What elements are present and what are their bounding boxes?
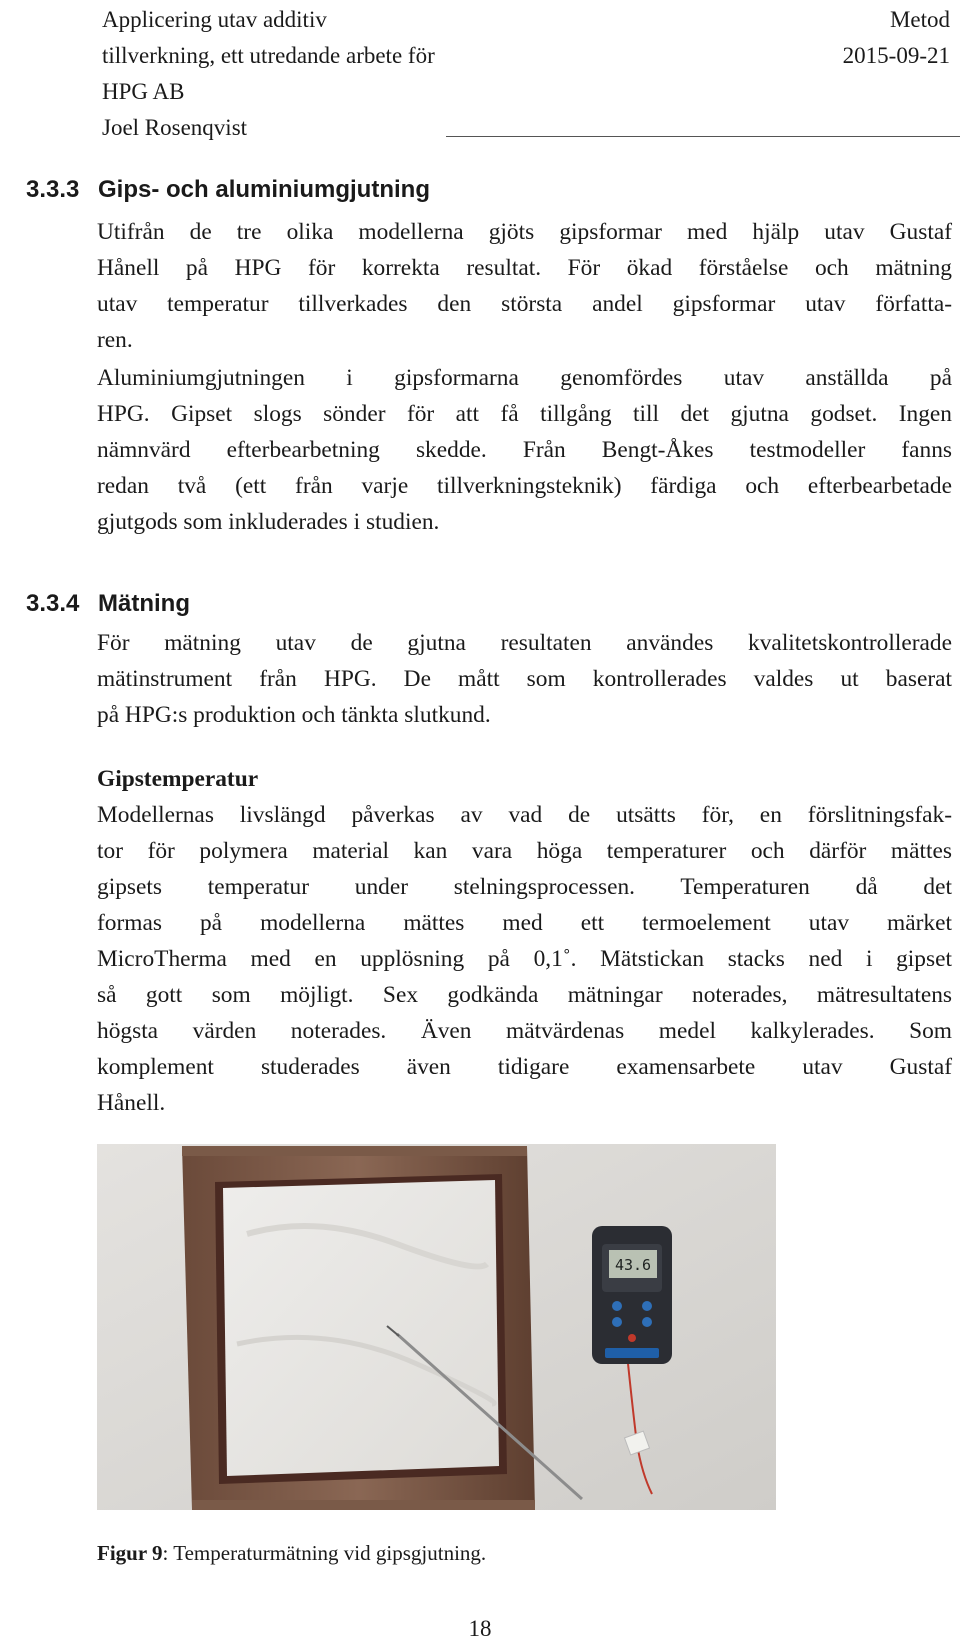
header-title-line: HPG AB (102, 79, 185, 104)
paragraph-334-2 (97, 797, 952, 1121)
header-date: 2015-09-21 (842, 43, 950, 68)
header-section: Metod (889, 7, 950, 32)
page-number: 18 (468, 1616, 492, 1641)
text-line: mätinstrument från HPG. De mått som kontrollerades valdes ut baserat (97, 666, 952, 692)
text-line: nämnvärd efterbearbetning skedde. Från Bengt-Åkes testmodeller fanns (97, 437, 952, 463)
text-line: Hånell. (97, 1090, 166, 1116)
photo-illustration (97, 1144, 776, 1510)
text-line: utav temperatur tillverkades den största andel gipsformar utav författa- (97, 291, 952, 317)
header-author: Joel Rosenqvist (102, 115, 248, 140)
text-line: För mätning utav de gjutna resultaten användes kvalitetskontrollerade (97, 630, 952, 656)
page-header (102, 0, 954, 140)
text-line: Utifrån de tre olika modellerna gjöts gipsformar med hjälp utav Gustaf (97, 219, 952, 245)
text-line: på HPG:s produktion och tänkta slutkund. (97, 702, 491, 728)
text-line: MicroTherma med en upplösning på 0,1˚. Mätstickan stacks ned i gipset (97, 946, 952, 972)
caption-label: Figur 9 (97, 1541, 163, 1565)
text-line: gipsets temperatur under stelningsprocessen. Temperaturen då det (97, 874, 952, 900)
section-number: 3.3.4 (26, 590, 80, 617)
header-title-line: Applicering utav additiv (102, 7, 327, 32)
text-line: ren. (97, 327, 133, 353)
section-number: 3.3.3 (26, 176, 80, 203)
header-meta (843, 2, 950, 74)
paragraph-333-2 (97, 360, 952, 540)
text-line: komplement studerades även tidigare examensarbete utav Gustaf (97, 1054, 952, 1080)
thermometer-device (592, 1226, 672, 1364)
section-title: Mätning (98, 590, 190, 617)
text-line: Modellernas livslängd påverkas av vad de utsätts för, en förslitningsfak- (97, 802, 952, 828)
plaster-mould (182, 1146, 535, 1510)
section-heading-333 (26, 174, 430, 206)
header-title-line: tillverkning, ett utredande arbete för (102, 43, 435, 68)
section-title: Gips- och aluminiumgjutning (98, 176, 430, 203)
text-line: så gott som möjligt. Sex godkända mätningar noterades, mätresultatens (97, 982, 952, 1008)
caption-text: : Temperaturmätning vid gipsgjutning. (162, 1541, 487, 1565)
section-heading-334 (26, 588, 190, 620)
paragraph-334-1 (97, 625, 952, 733)
figure-photo (97, 1144, 776, 1510)
header-title (102, 2, 582, 146)
text-line: Hånell på HPG för korrekta resultat. För ökad förståelse och mätning (97, 255, 952, 281)
text-line: formas på modellerna mättes med ett termoelement utav märket (97, 910, 952, 936)
header-divider (446, 136, 960, 137)
text-line: redan två (ett från varje tillverkningsteknik) färdiga och efterbearbetade (97, 473, 952, 499)
thermometer-display: 43.6 (614, 1256, 652, 1274)
text-line: gjutgods som inkluderades i studien. (97, 509, 440, 535)
text-line: tor för polymera material kan vara höga temperaturer och därför mättes (97, 838, 952, 864)
text-line: HPG. Gipset slogs sönder för att få tillgång till det gjutna godset. Ingen (97, 401, 952, 427)
text-line: högsta värden noterades. Även mätvärdenas medel kalkylerades. Som (97, 1018, 952, 1044)
figure-caption (97, 1538, 486, 1568)
paragraph-333-1 (97, 214, 952, 358)
text-line: Aluminiumgjutningen i gipsformarna genomfördes utav anställda på (97, 365, 952, 391)
subheading-gipstemperatur: Gipstemperatur (97, 766, 259, 792)
